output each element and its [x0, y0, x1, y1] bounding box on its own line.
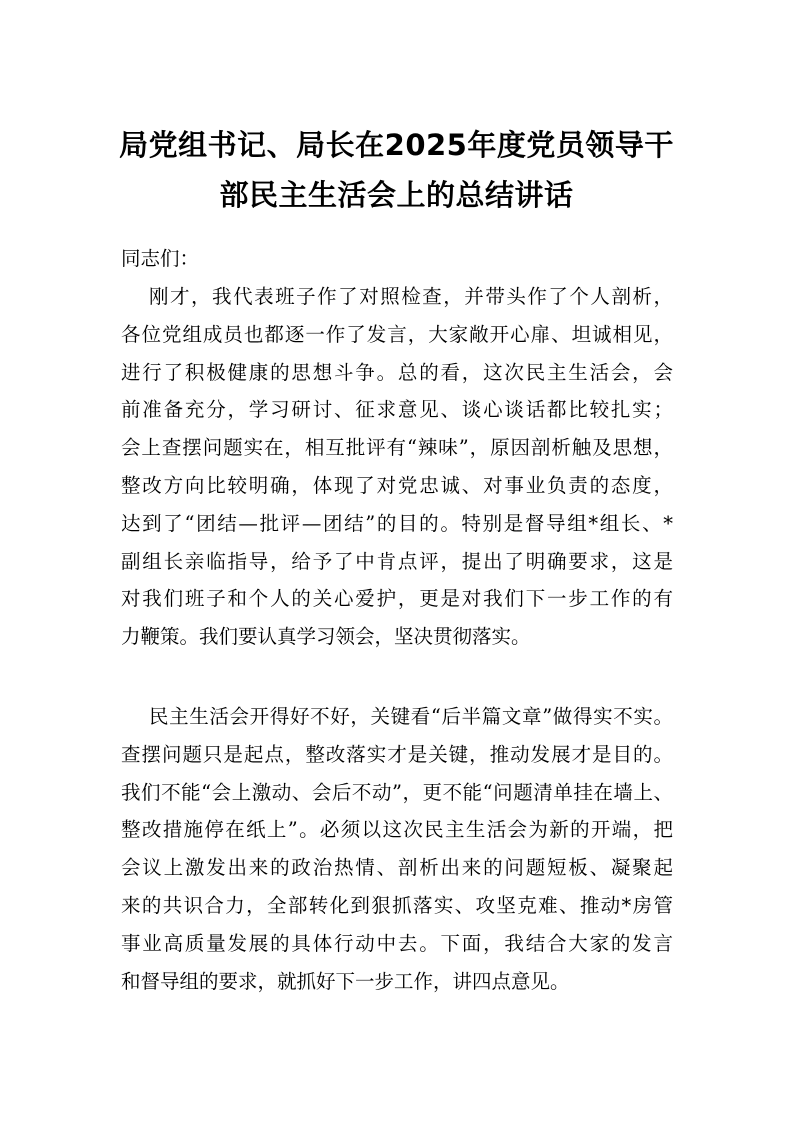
paragraph-line: 整改措施停在纸上”。必须以这次民主生活会为新的开端，把 — [121, 818, 673, 842]
salutation: 同志们： — [121, 247, 200, 270]
document-title-line-1: 局党组书记、局长在2025年度党员领导干 — [119, 128, 674, 162]
paragraph-line: 副组长亲临指导，给予了中肯点评，提出了明确要求，这是 — [121, 549, 673, 573]
paragraph-line: 前准备充分，学习研讨、征求意见、谈心谈话都比较扎实； — [121, 398, 673, 422]
paragraph-line: 对我们班子和个人的关心爱护，更是对我们下一步工作的有 — [121, 587, 673, 611]
paragraph-line: 和督导组的要求，就抓好下一步工作，讲四点意见。 — [121, 969, 570, 993]
paragraph-line: 达到了“团结—批评—团结”的目的。特别是督导组*组长、* — [121, 511, 673, 535]
paragraph-2 — [121, 698, 673, 1000]
paragraph-line: 力鞭策。我们要认真学习领会，坚决贯彻落实。 — [121, 625, 531, 649]
paragraph-line: 各位党组成员也都逐一作了发言，大家敞开心扉、坦诚相见， — [121, 322, 673, 346]
paragraph-line: 民主生活会开得好不好，关键看“后半篇文章”做得实不实。 — [149, 705, 673, 728]
paragraph-line: 刚才，我代表班子作了对照检查，并带头作了个人剖析， — [149, 285, 673, 308]
paragraph-line: 事业高质量发展的具体行动中去。下面，我结合大家的发言 — [121, 931, 673, 955]
paragraph-line: 整改方向比较明确，体现了对党忠诚、对事业负责的态度， — [121, 473, 673, 497]
paragraph-line: 我们不能“会上激动、会后不动”，更不能“问题清单挂在墙上、 — [121, 780, 673, 804]
paragraph-line: 进行了积极健康的思想斗争。总的看，这次民主生活会，会 — [121, 360, 673, 384]
paragraph-line: 会议上激发出来的政治热情、剖析出来的问题短板、凝聚起 — [121, 856, 673, 880]
paragraph-line: 查摆问题只是起点，整改落实才是关键，推动发展才是目的。 — [121, 742, 673, 766]
paragraph-1 — [121, 278, 673, 656]
paragraph-line: 来的共识合力，全部转化到狠抓落实、攻坚克难、推动*房管 — [121, 893, 673, 917]
document-title-line-2: 部民主生活会上的总结讲话 — [219, 178, 574, 212]
paragraph-line: 会上查摆问题实在，相互批评有“辣味”，原因剖析触及思想， — [121, 436, 673, 460]
